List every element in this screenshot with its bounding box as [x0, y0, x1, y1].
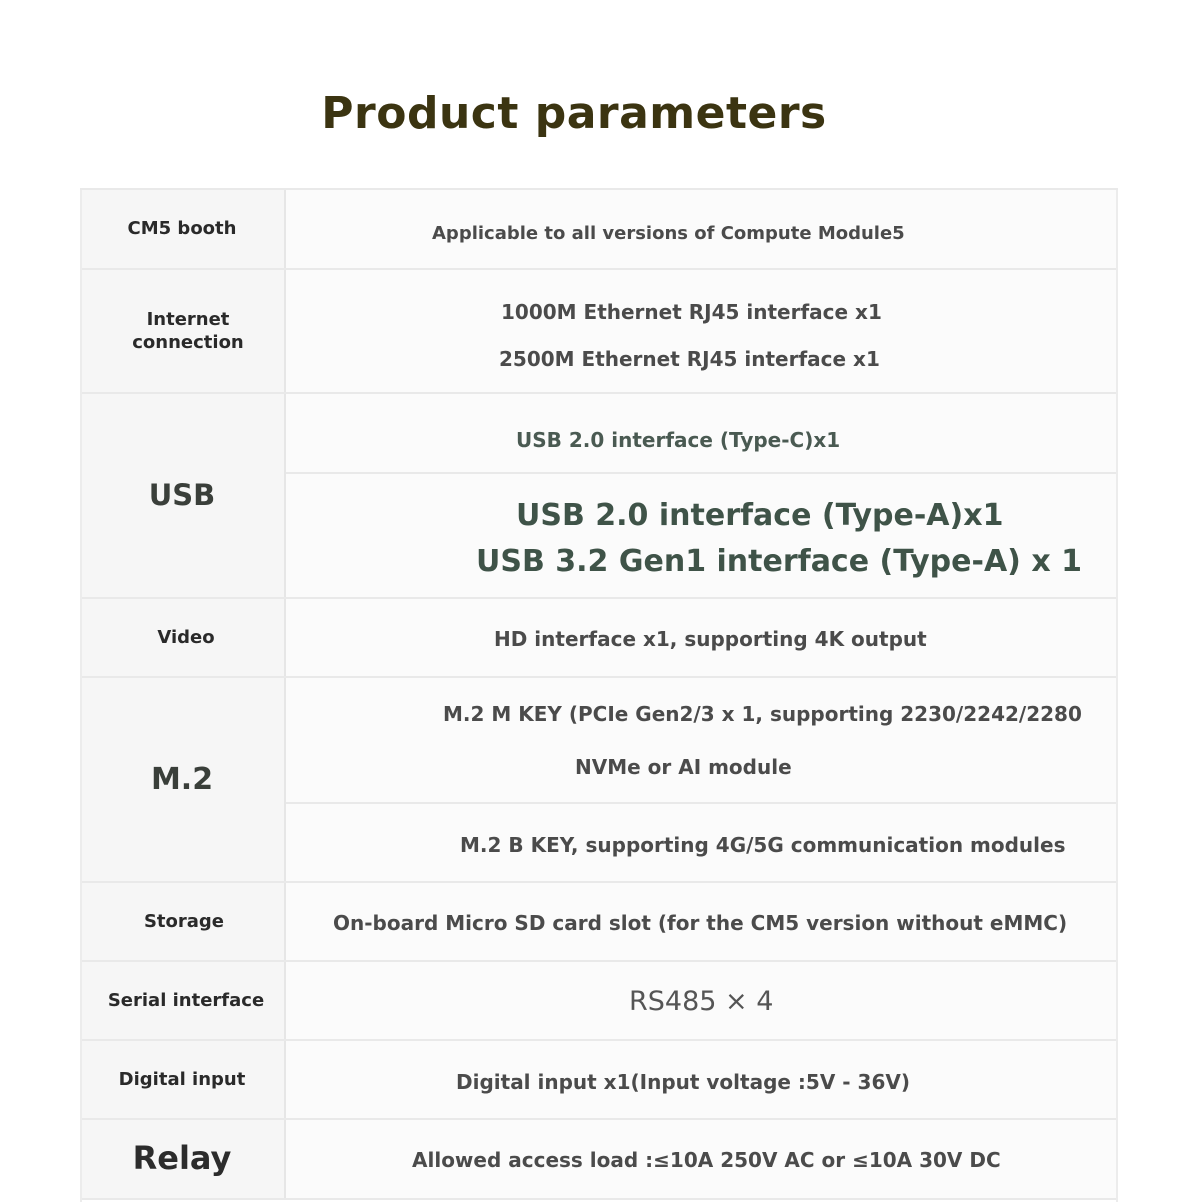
row-value-cell — [286, 270, 1118, 392]
row-value: USB 3.2 Gen1 interface (Type-A) x 1 — [476, 544, 1082, 579]
table-row-usb — [80, 394, 1118, 599]
table-row-storage — [80, 883, 1118, 962]
row-value-cell — [286, 1120, 1118, 1198]
row-value-cell — [286, 883, 1118, 960]
table-row-digital-input — [80, 1041, 1118, 1120]
row-value-cell — [286, 678, 1118, 881]
row-value: 2500M Ethernet RJ45 interface x1 — [499, 347, 880, 371]
row-value-cell — [286, 394, 1118, 597]
table-row-video — [80, 599, 1118, 678]
row-value: 1000M Ethernet RJ45 interface x1 — [501, 300, 882, 324]
row-value: Digital input x1(Input voltage :5V - 36V) — [456, 1070, 910, 1094]
row-value-cell — [286, 962, 1118, 1039]
row-label — [80, 270, 286, 392]
table-row-serial-interface — [80, 962, 1118, 1041]
row-value-cell — [286, 599, 1118, 676]
row-label: Digital input — [80, 1041, 286, 1118]
row-value: On-board Micro SD card slot (for the CM5 version without eMMC) — [333, 911, 1068, 935]
row-value: USB 2.0 interface (Type-C)x1 — [516, 428, 841, 452]
row-value-cell — [286, 1041, 1118, 1118]
row-value: Applicable to all versions of Compute Module5 — [432, 223, 905, 244]
table-right-border — [1116, 190, 1118, 1202]
page-title: Product parameters — [321, 88, 827, 139]
cell-divider — [286, 802, 1118, 804]
row-value: RS485 × 4 — [629, 986, 774, 1017]
row-label: M.2 — [80, 678, 286, 881]
cell-divider — [286, 472, 1118, 474]
row-value: M.2 M KEY (PCIe Gen2/3 x 1, supporting 2230/2242/2280 — [443, 702, 1082, 726]
row-label: Serial interface — [80, 962, 286, 1039]
row-label: USB — [80, 394, 286, 597]
row-label: CM5 booth — [80, 190, 286, 268]
row-value: NVMe or AI module — [575, 755, 792, 779]
row-label-line: Internet — [146, 308, 230, 330]
row-value: HD interface x1, supporting 4K output — [494, 627, 927, 651]
parameters-table — [80, 188, 1118, 1202]
table-row-internet-connection — [80, 270, 1118, 394]
table-row-cm5-booth — [80, 190, 1118, 270]
row-value: USB 2.0 interface (Type-A)x1 — [516, 498, 1004, 533]
table-row-m2 — [80, 678, 1118, 883]
row-label: Video — [80, 599, 286, 676]
row-value-cell — [286, 190, 1118, 268]
table-left-border — [80, 190, 82, 1202]
row-value: M.2 B KEY, supporting 4G/5G communication modules — [460, 833, 1066, 857]
table-row-relay — [80, 1120, 1118, 1200]
row-label: Storage — [80, 883, 286, 960]
row-label: Relay — [80, 1120, 286, 1198]
row-value: Allowed access load :≤10A 250V AC or ≤10A 30V DC — [412, 1148, 1001, 1172]
row-label-line: connection — [132, 332, 244, 353]
